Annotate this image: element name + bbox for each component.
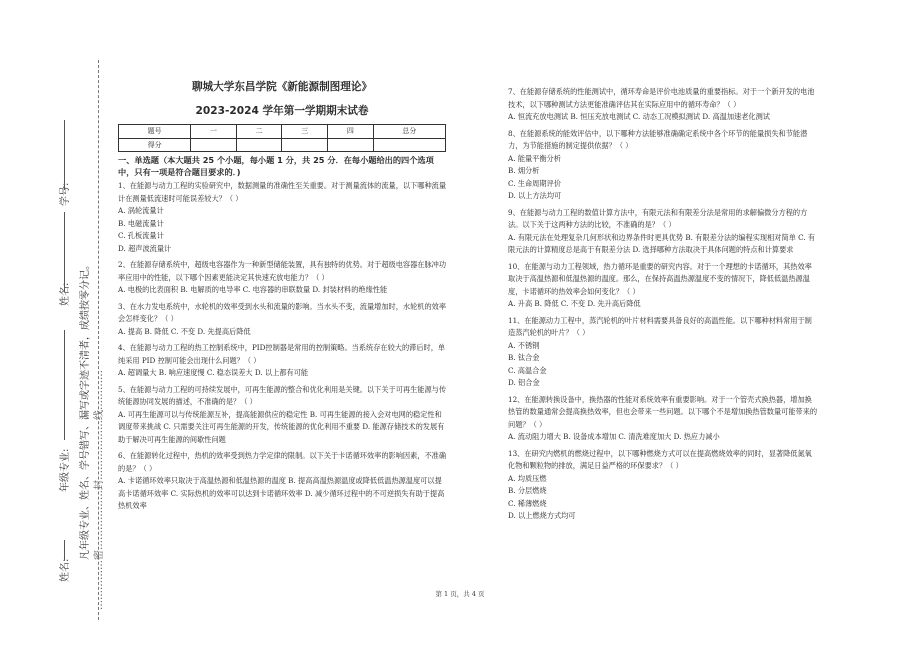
question-option: D. 铝合金 (508, 378, 540, 387)
question-stem: 4、在能源与动力工程的热工控制系统中，PID控制器是常用的控制策略。当系统存在较大的滞后时，单纯采用 PID 控制可能会出现什么问题？（ ） (118, 343, 446, 365)
question-option: A. 电极的比表面积 B. 电解质的电导率 C. 电容器的串联数量 D. 封装材料的绝缘性能 (118, 285, 388, 294)
score-table (118, 124, 446, 152)
question-option: A. 涡轮流量计 (118, 206, 164, 215)
score-header-cell: 一 (191, 125, 237, 139)
question-option: A. 不锈钢 (508, 340, 540, 350)
exam-title: 聊城大学东昌学院《新能源制图理论》 (191, 81, 373, 93)
question-option: B. 钛合金 (508, 353, 540, 362)
question-item (508, 86, 818, 124)
question-option: C. 孔板流量计 (118, 231, 164, 240)
score-blank-cell (373, 138, 445, 152)
question-option: C. 高温合金 (508, 365, 547, 375)
question-item (508, 448, 818, 523)
question-option: A. 升高 B. 降低 C. 不变 D. 先升高后降低 (508, 299, 641, 308)
question-item (118, 450, 446, 513)
question-item (118, 180, 446, 255)
question-option: A. 有限元法在处理复杂几何形状和边界条件时更具优势 B. 有限差分法的编程实现相对简单 C. 有限元法的计算精度总是高于有限差分法 D. 选择哪种方法取决于具体问题的特点和计算要求 (508, 232, 816, 254)
name-bottom-label: 姓名: (60, 558, 71, 582)
score-blank-cell (191, 138, 237, 152)
question-option: A. 可再生能源可以与传统能源互补，提高能源供应的稳定性 B. 可再生能源的接入会对电网的稳定性和调度带来挑战 C. 只需要关注可再生能源的开发，传统能源的优化利用不重要 D. 能源存储技术的发展有助于解决可再生能源的间歇性问题 (118, 409, 445, 444)
seal-line-text: ……………密………………封………………线………… (94, 370, 105, 610)
student-id-line (64, 120, 65, 190)
question-item (508, 394, 818, 444)
question-item (508, 128, 818, 203)
question-option: D. 超声波流量计 (118, 243, 172, 253)
question-stem: 12、在能源转换设备中，换热器的性能对系统效率有重要影响。对于一个管壳式换热器，增加换热管的数量通常会提高换热效率，但也会带来一些问题。以下哪个不是增加换热管数量可能带来的问题？（ ） (508, 394, 818, 429)
page-footer: 第 1 页，共 4 页 (435, 590, 485, 598)
name-label: 姓名: (60, 282, 71, 306)
question-stem: 5、在能源与动力工程的可持续发展中，可再生能源的整合和优化利用是关键。以下关于可再生能源与传统能源协同发展的描述，不准确的是？（ ） (118, 384, 447, 406)
left-question-list (118, 180, 446, 513)
question-item (508, 207, 818, 257)
question-option: A. 流动阻力增大 B. 设备成本增加 C. 清洗难度加大 D. 热应力减小 (508, 432, 720, 441)
question-stem: 10、在能源与动力工程领域，热力循环是重要的研究内容。对于一个理想的卡诺循环，其热效率取决于高温热源和低温热源的温度。那么，在保持高温热源温度不变的情况下，降低低温热源温度，卡诺循环的热效率会如何变化？（ ） (508, 261, 812, 296)
question-stem: 3、在水力发电系统中，水轮机的效率受到水头和流量的影响。当水头不变，流量增加时，水轮机的效率会怎样变化？（ ） (118, 301, 447, 323)
score-header-cell: 二 (236, 125, 282, 139)
question-item (508, 261, 818, 311)
question-option: D. 以上燃烧方式均可 (508, 511, 576, 520)
name-bottom-line (64, 540, 65, 560)
question-item (508, 315, 818, 390)
score-row-label: 得分 (119, 138, 191, 152)
question-stem: 13、在研究内燃机的燃烧过程中，以下哪种燃烧方式可以在提高燃烧效率的同时，显著降低氮氧化物和颗粒物的排放，满足日益严格的环保要求？（ ） (508, 448, 812, 470)
student-id-label: 学号: (60, 182, 71, 206)
name-line (64, 212, 65, 292)
question-stem: 8、在能源系统的能效评估中，以下哪种方法能够准确确定系统中各个环节的能量损失和节能潜力，为节能措施的制定提供依据？（ ） (508, 128, 808, 150)
notice-text: 凡年级专业、姓名、学号错写、漏写或字迹不清者，成绩按零分记。 (80, 260, 91, 560)
score-blank-cell (236, 138, 282, 152)
question-item (118, 384, 446, 447)
score-blank-cell (328, 138, 374, 152)
question-option: C. 生命周期评价 (508, 178, 561, 188)
score-header-cell: 四 (328, 125, 374, 139)
score-header-cell: 三 (282, 125, 328, 139)
seal-dashed-line (98, 60, 99, 620)
question-option: A. 超调量大 B. 响应速度慢 C. 稳态误差大 D. 以上都有可能 (118, 368, 309, 377)
score-table-score-row (119, 138, 446, 152)
exam-subtitle: 2023-2024 学年第一学期期末试卷 (195, 105, 369, 117)
question-option: A. 恒流充放电测试 B. 恒压充放电测试 C. 动态工况模拟测试 D. 高温加速老化测试 (508, 112, 770, 121)
score-blank-cell (282, 138, 328, 152)
major-line (64, 330, 65, 440)
question-stem: 6、在能源转化过程中，热机的效率受到热力学定律的限制。以下关于卡诺循环效率的影响因素，不准确的是？（ ） (118, 451, 447, 473)
question-stem: 11、在能源动力工程中，蒸汽轮机的叶片材料需要具备良好的高温性能。以下哪种材料常用于制造蒸汽轮机的叶片？（ ） (508, 315, 812, 337)
left-column (118, 80, 446, 517)
score-header-cell: 题号 (119, 125, 191, 139)
question-option: B. 电磁流量计 (118, 218, 164, 228)
question-option: A. 提高 B. 降低 C. 不变 D. 先提高后降低 (118, 326, 251, 336)
question-option: B. 分层燃烧 (508, 486, 547, 495)
question-option: C. 稀薄燃烧 (508, 498, 547, 508)
score-table-header-row (119, 125, 446, 139)
score-header-cell: 总分 (373, 125, 445, 139)
right-question-list (508, 86, 818, 523)
question-item (118, 342, 446, 380)
question-item (118, 301, 446, 339)
question-item (118, 259, 446, 297)
question-option: B. 㶲分析 (508, 166, 540, 175)
question-stem: 9、在能源与动力工程的数值计算方法中，有限元法和有限差分法是常用的求解偏微分方程的方法。以下关于这两种方法的比较，不准确的是？（ ） (508, 207, 808, 229)
question-stem: 1、在能源与动力工程的实验研究中，数据测量的准确性至关重要。对于测量流体的流量，以下哪种流量计在测量低流速时可能误差较大？（ ） (118, 181, 447, 203)
major-label: 年级专业: (60, 448, 71, 492)
binding-strip (0, 0, 105, 651)
question-option: D. 以上方法均可 (508, 191, 562, 200)
question-stem: 2、在能源存储系统中，超级电容器作为一种新型储能装置，具有独特的优势。对于超级电容器在脉冲功率应用中的性能，以下哪个因素更能决定其快速充放电能力？（ ） (118, 260, 447, 282)
question-option: A. 能量平衡分析 (508, 153, 561, 163)
question-option: A. 卡诺循环效率只取决于高温热源和低温热源的温度 B. 提高高温热源温度或降低低温热源温度可以提高卡诺循环效率 C. 实际热机的效率可以达到卡诺循环效率 D. 减少循环过程中的不可逆损失有助于提高热机效率 (118, 476, 445, 510)
question-stem: 7、在能源存储系统的性能测试中，循环寿命是评价电池质量的重要指标。对于一个新开发的电池技术，以下哪种测试方法更能准确评估其在实际应用中的循环寿命？（ ） (508, 87, 815, 109)
question-option: A. 均质压燃 (508, 473, 547, 483)
right-column (508, 86, 818, 527)
section-heading: 一、单选题（本大题共 25 个小题，每小题 1 分，共 25 分．在每小题给出的四个选项中，只有一项是符合题目要求的．) (118, 155, 434, 177)
